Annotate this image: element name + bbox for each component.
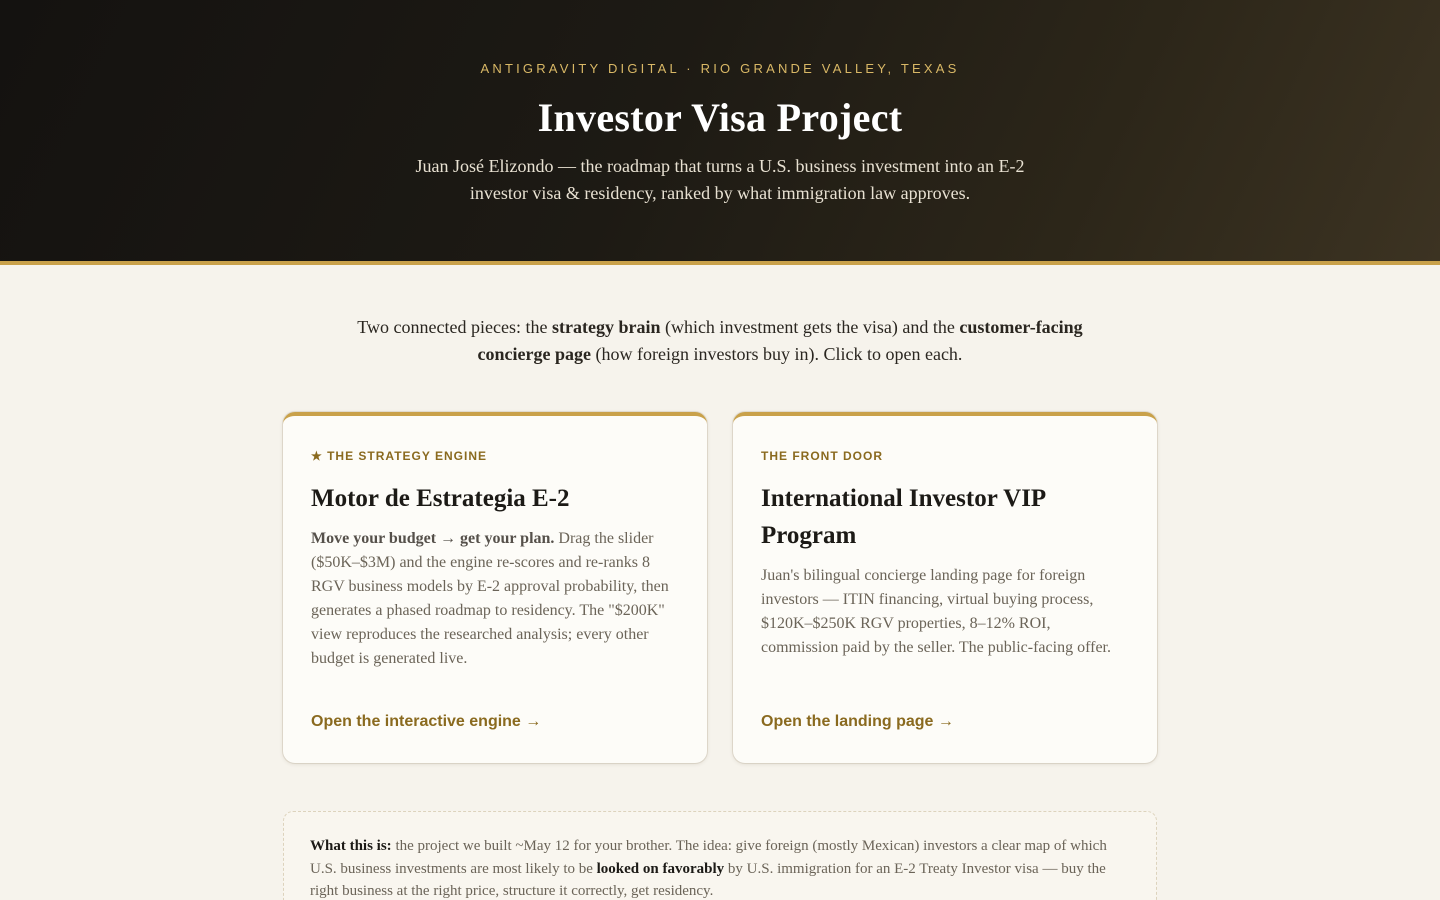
hero-kicker: ANTIGRAVITY DIGITAL · RIO GRANDE VALLEY, TEXAS (480, 61, 960, 76)
card-description (311, 527, 679, 671)
card-label: ★ THE STRATEGY ENGINE (311, 449, 487, 463)
front-door-card[interactable] (733, 412, 1157, 763)
open-engine-link[interactable]: Open the interactive engine → (311, 713, 542, 730)
intro-concierge-page: customer-facing concierge page (477, 317, 1083, 364)
note-text: the project we built ~May 12 for your brother. The idea: give foreign (mostly Mexican) investors a clear map of which U.S. business investments are most likely to be (310, 838, 1107, 877)
open-landing-page-link[interactable]: Open the landing page → (761, 713, 954, 730)
card-label: THE FRONT DOOR (761, 449, 883, 463)
note-emphasis: looked on favorably (596, 860, 725, 877)
intro-strategy-brain: strategy brain (551, 317, 661, 337)
card-description-text: Drag the slider ($50K–$3M) and the engine re-scores and re-ranks 8 RGV business models by E-2 approval probability, then generates a phased roadmap to residency. The "$200K" view reproduces the researched analysis; every other budget is generated live. (311, 530, 669, 667)
intro-text-part: (which investment gets the visa) and the (660, 317, 960, 337)
project-explanation (283, 811, 1157, 900)
project-cards (283, 412, 1157, 763)
intro-text-part: (how foreign investors buy in). Click to open each. (591, 344, 963, 364)
page-title: Investor Visa Project (537, 95, 903, 140)
card-description-lead: Move your budget → get your plan. (311, 530, 555, 547)
intro-text (340, 314, 1100, 368)
card-description-text: Juan's bilingual concierge landing page for foreign investors — ITIN financing, virtual buying process, $120K–$250K RGV properties, 8–12% ROI, commission paid by the seller. The public-facing offer. (761, 567, 1111, 656)
card-description (761, 564, 1129, 660)
card-title: Motor de Estrategia E-2 (311, 485, 570, 512)
note-text: by U.S. immigration for an E-2 Treaty Investor visa — buy the right business at the right price, structure it correctly, get residency. (310, 860, 1106, 899)
strategy-engine-card[interactable] (283, 412, 707, 763)
note-lead: What this is: (310, 838, 392, 854)
hero-subtitle: Juan José Elizondo — the roadmap that turns a U.S. business investment into an E-2 investor visa & residency, ranked by what immigration law approves. (415, 156, 1025, 203)
intro-text-part: Two connected pieces: the (357, 317, 552, 337)
card-title: International Investor VIP Program (761, 485, 1045, 549)
hero-banner (0, 0, 1440, 265)
